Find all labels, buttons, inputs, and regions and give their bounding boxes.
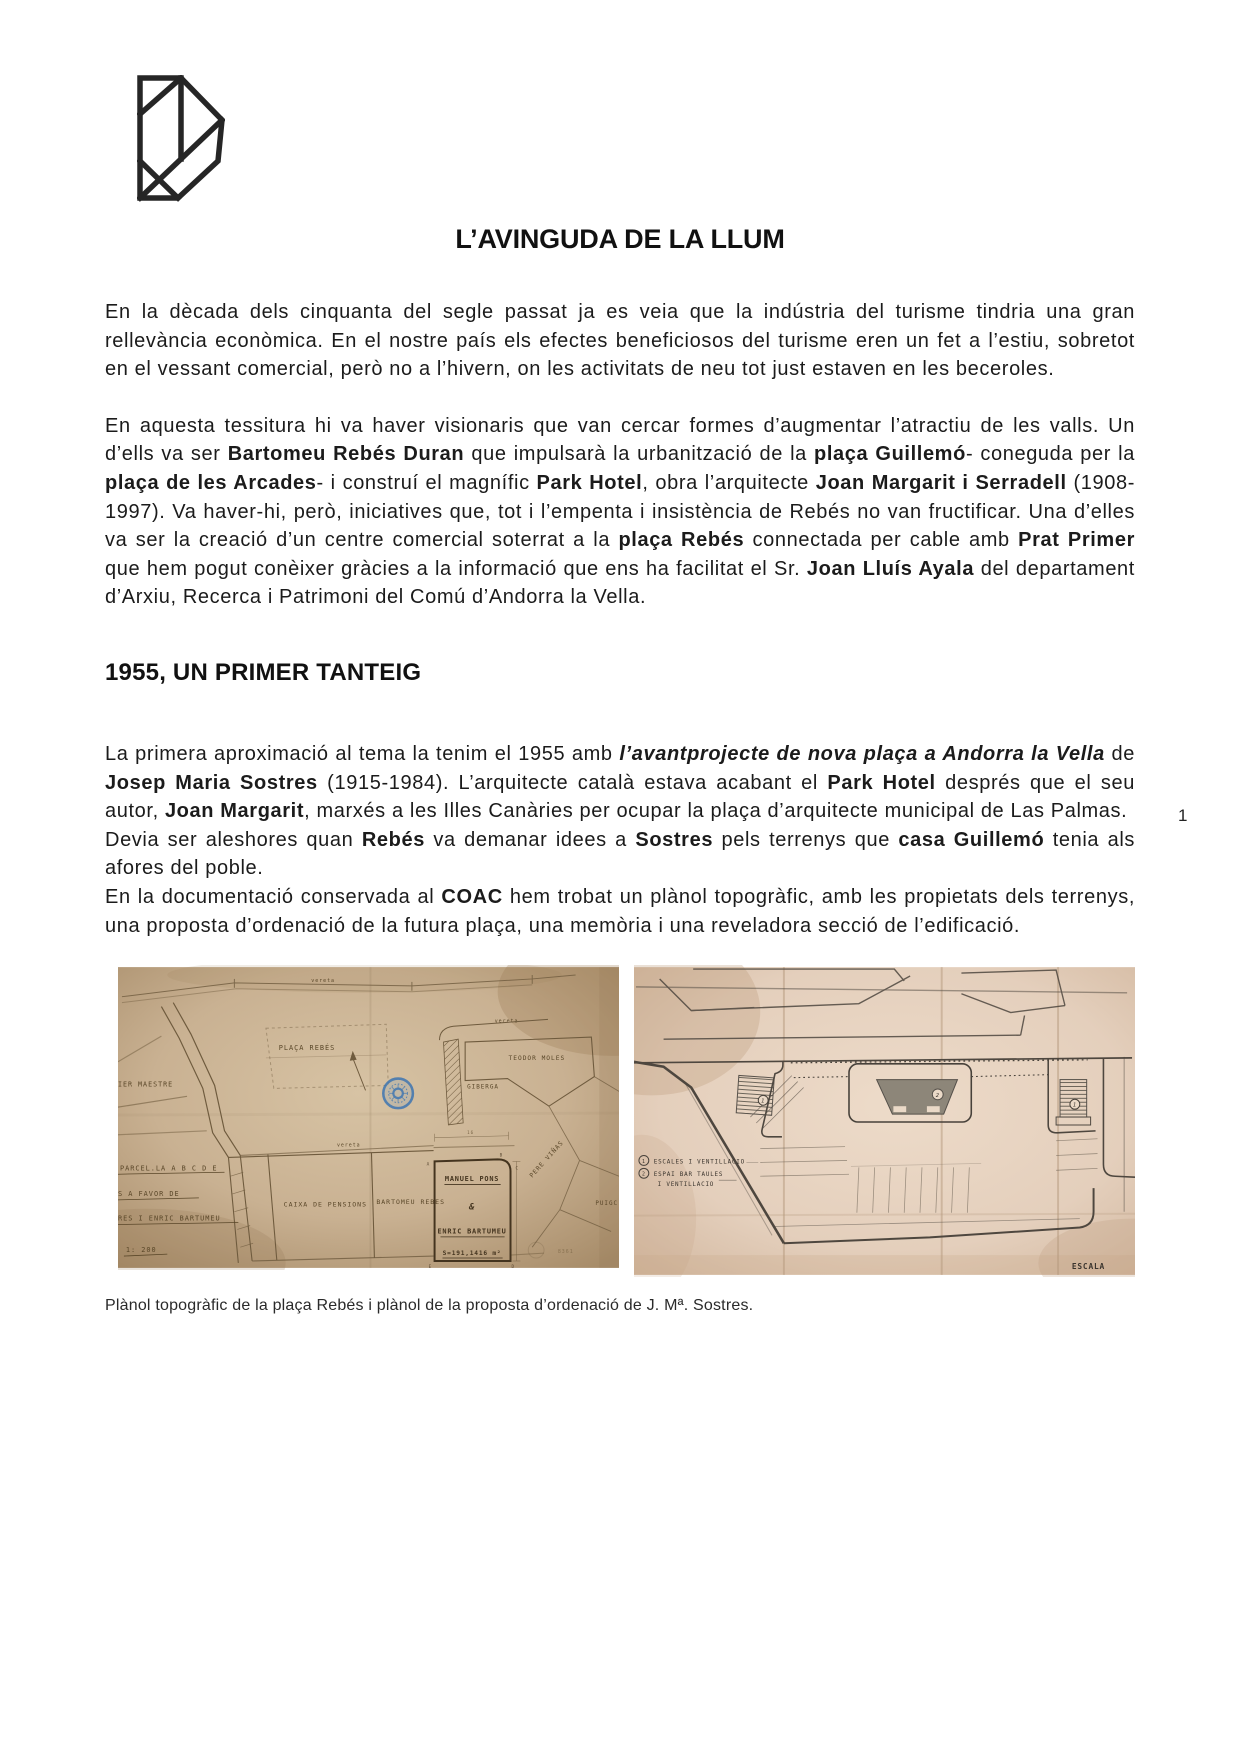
paragraph-coac: En la documentació conservada al COAC hem trobat un plànol topogràfic, amb les propietats dels terrenys, una proposta d’ordenació de la futura plaça, una memòria i una reveladora secció de l’edificació. xyxy=(105,885,1135,937)
plan-label-placa-rebes: PLAÇA REBÉS xyxy=(278,1044,336,1053)
legend-escales: ESCALES I VENTILLACIO xyxy=(653,1159,745,1166)
plan-corner-b: B xyxy=(499,1153,503,1159)
plan-marker-1-left: 1 xyxy=(761,1098,766,1105)
plan-marker-1-right: 1 xyxy=(1072,1102,1077,1109)
plan-marker-2: 2 xyxy=(935,1092,940,1099)
plan-label-pere-vinas: PERE VIÑAS xyxy=(528,1139,566,1180)
plan-corner-c: C xyxy=(515,1166,519,1172)
plan-label-res-bartumeu: RES I ENRIC BARTUMEU xyxy=(118,1214,221,1223)
plan-label-vereta-right: vereta xyxy=(494,1018,519,1025)
plan-label-vereta-mid: vereta xyxy=(336,1142,361,1149)
plan-dimension-16: 16 xyxy=(467,1129,475,1135)
section-heading: 1955, UN PRIMER TANTEIG xyxy=(105,658,422,686)
blue-round-stamp xyxy=(383,1078,414,1109)
legend-marker-2: 2 xyxy=(641,1171,646,1178)
plan-label-parcella: PARCEL.LA A B C D E xyxy=(119,1164,218,1173)
plan-corner-e: E xyxy=(428,1264,432,1270)
plan-label-teodor-moles: TEODOR MOLES xyxy=(508,1054,566,1062)
plan-label-maestre: IER MAESTRE xyxy=(118,1080,174,1089)
plan-label-puig: PUIGC xyxy=(595,1200,619,1207)
figure-caption: Plànol topogràfic de la plaça Rebés i plànol de la proposta d’ordenació de J. Mª. Sostres. xyxy=(105,1297,754,1315)
legend-ventilacio: I VENTILLACIO xyxy=(657,1182,715,1189)
plan-label-favor: S A FAVOR DE xyxy=(118,1189,180,1198)
geometric-hexagon-d-logo-icon xyxy=(137,75,225,202)
plan-ref-number: 8361 xyxy=(557,1249,574,1256)
page-title: L’AVINGUDA DE LA LLUM xyxy=(455,224,785,254)
paragraph-intro: En la dècada dels cinquanta del segle passat ja es veia que la indústria del turisme tindria una gran rellevància econòmica. En el nostre país els efectes beneficiosos del turisme eren un fet a l’estiu, sobretot en el vessant comercial, però no a l’hivern, on les activitats de neu tot just estaven en les beceroles. xyxy=(105,301,1135,381)
paragraph-sostres: La primera aproximació al tema la tenim el 1955 amb l’avantprojecte de nova plaça a Andorra la Vella de Josep Maria Sostres (1915-1984). L’arquitecte català estava acabant el Park Hotel després que el seu autor, Joan Margarit, marxés a les Illes Canàries per ocupar la plaça d’arquitecte municipal de Las Palmas. xyxy=(105,742,1136,823)
figure-proposal-plan xyxy=(634,965,1135,1277)
plan-label-superficie: S=191,1416 m² xyxy=(442,1250,502,1258)
plan-label-escala-1-200: 1: 200 xyxy=(125,1246,157,1255)
legend-marker-1: 1 xyxy=(641,1159,646,1166)
plan-label-vereta-top: vereta xyxy=(311,977,336,984)
figure-topographic-plan xyxy=(118,965,619,1270)
paragraph-visionaris: En aquesta tessitura hi va haver visionaris que van cercar formes d’augmentar l’atractiu de les valls. Un d’ells va ser Bartomeu Rebés Duran que impulsarà la urbanització de la plaça Guillemó- coneguda per la plaça de les Arcades- i construí el magnífic Park Hotel, obra l’arquitecte Joan Margarit i Serradell (1908-1997). Va haver-hi, però, iniciatives que, tot i l’empenta i insistència de Rebés no van fructificar. Una d’elles va ser la creació d’un centre comercial soterrat a la plaça Rebés connectada per cable amb Prat Primer que hem pogut conèixer gràcies a la informació que ens ha facilitat el Sr. Joan Lluís Ayala del departament d’Arxiu, Recerca i Patrimoni del Comú d’Andorra la Vella. xyxy=(105,414,1135,609)
plan-label-caixa-pensions: CAIXA DE PENSIONS xyxy=(283,1200,367,1209)
page-number: 1 xyxy=(1178,806,1188,825)
plan-label-ampersand: & xyxy=(468,1202,476,1213)
paragraph-rebes-idees: Devia ser aleshores quan Rebés va demanar idees a Sostres pels terrenys que casa Guillemó tenia als afores del poble. xyxy=(105,828,1136,880)
plan-label-escala: ESCALA xyxy=(1071,1262,1106,1272)
plan-corner-a: A xyxy=(426,1162,430,1168)
plan-label-giberga: GIBERGA xyxy=(467,1084,499,1091)
plan-label-bartomeu-rebes: BARTOMEU REBES xyxy=(376,1197,445,1206)
legend-espai-bar: ESPAI BAR TAULES xyxy=(653,1172,724,1179)
figure-row xyxy=(105,965,1135,1277)
plan-corner-d: D xyxy=(511,1264,515,1270)
plan-label-manuel-pons: MANUEL PONS xyxy=(444,1175,500,1184)
plan-label-enric-bartumeu: ENRIC BARTUMEU xyxy=(437,1227,507,1236)
